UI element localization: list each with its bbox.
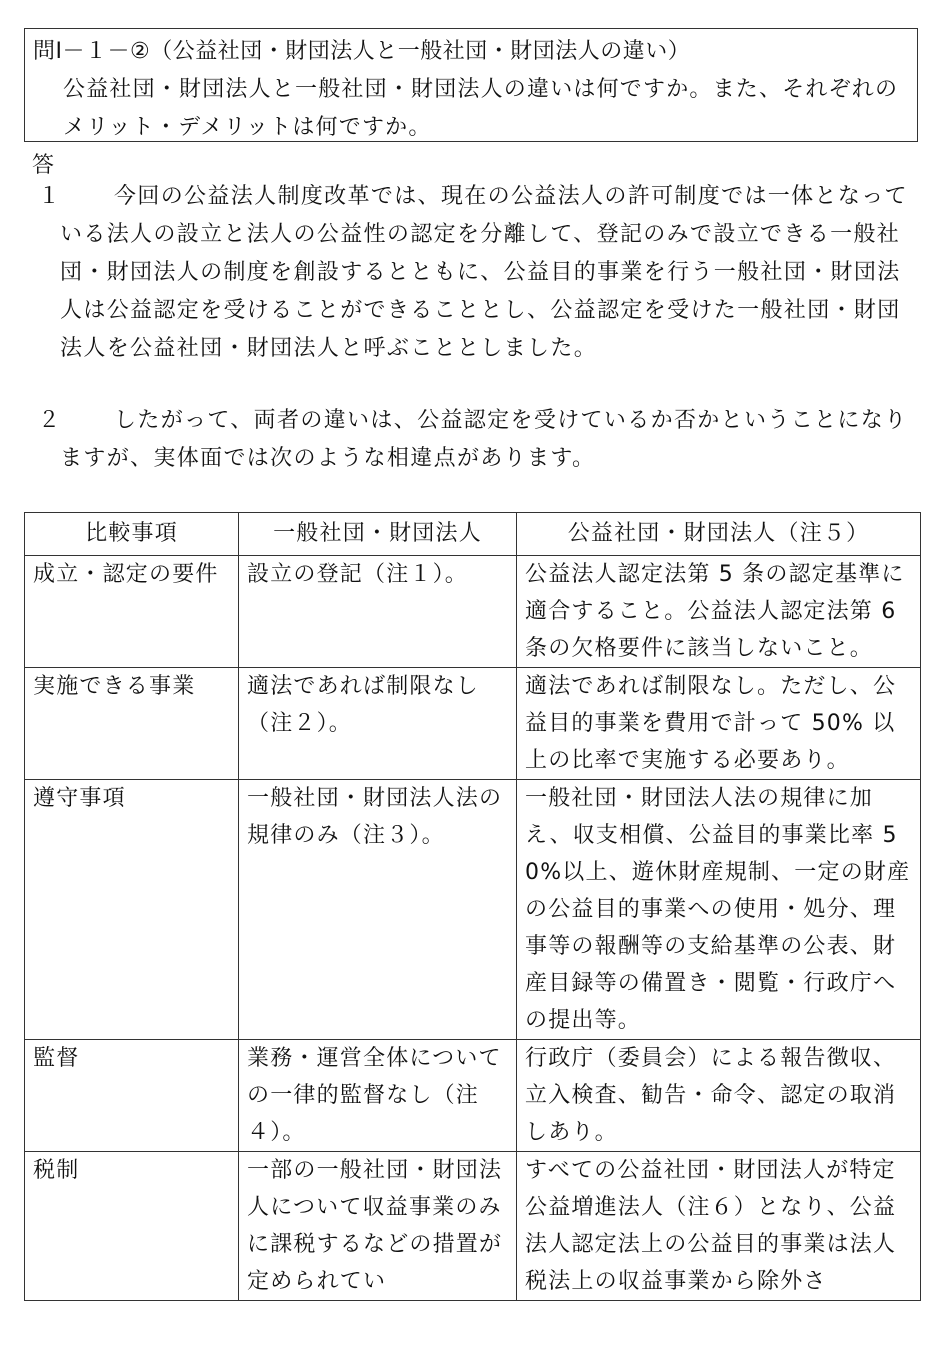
row-item: 遵守事項: [25, 780, 239, 1040]
header-public: 公益社団・財団法人（注５）: [517, 513, 921, 556]
row-public: 適法であれば制限なし。ただし、公益目的事業を費用で計って 50% 以上の比率で実施する必要あり。: [517, 668, 921, 780]
paragraph-text: 今回の公益法人制度改革では、現在の公益法人の許可制度では一体となっている法人の設立と法人の公益性の認定を分離して、登記のみで設立できる一般社団・財団法人の制度を創設するとともに、公益目的事業を行う一般社団・財団法人は公益認定を受けることができることとし、公益認定を受けた一般社団・財団法人を公益社団・財団法人と呼ぶこととしました。: [60, 184, 908, 361]
row-item: 成立・認定の要件: [25, 556, 239, 668]
answer-paragraph-2: [32, 402, 912, 478]
paragraph-number: ２: [38, 408, 62, 433]
table-header-row: [25, 513, 921, 556]
paragraph-number: １: [38, 184, 62, 209]
paragraph-text: したがって、両者の違いは、公益認定を受けているか否かということになりますが、実体面では次のような相違点があります。: [60, 408, 908, 471]
answer-label: 答: [32, 153, 55, 178]
header-item: 比較事項: [25, 513, 239, 556]
question-title: 問Ⅰ－１－②（公益社団・財団法人と一般社団・財団法人の違い）: [33, 39, 691, 64]
row-general: 一部の一般社団・財団法人について収益事業のみに課税するなどの措置が定められてい: [239, 1152, 517, 1301]
comparison-table: [24, 512, 921, 1301]
row-item: 監督: [25, 1040, 239, 1152]
row-item: 実施できる事業: [25, 668, 239, 780]
table-row: [25, 1152, 921, 1301]
table-row: [25, 1040, 921, 1152]
row-public: 公益法人認定法第 5 条の認定基準に適合すること。公益法人認定法第 6 条の欠格要件に該当しないこと。: [517, 556, 921, 668]
row-public: すべての公益社団・財団法人が特定公益増進法人（注６）となり、公益法人認定法上の公益目的事業は法人税法上の収益事業から除外さ: [517, 1152, 921, 1301]
table-row: [25, 556, 921, 668]
question-box: [24, 28, 918, 142]
header-general: 一般社団・財団法人: [239, 513, 517, 556]
question-body: 公益社団・財団法人と一般社団・財団法人の違いは何ですか。また、それぞれのメリット・デメリットは何ですか。: [63, 77, 899, 140]
row-general: 一般社団・財団法人法の規律のみ（注３）。: [239, 780, 517, 1040]
row-general: 適法であれば制限なし（注２）。: [239, 668, 517, 780]
table-row: [25, 668, 921, 780]
row-public: 行政庁（委員会）による報告徴収、立入検査、勧告・命令、認定の取消しあり。: [517, 1040, 921, 1152]
row-public: 一般社団・財団法人法の規律に加え、収支相償、公益目的事業比率 50%以上、遊休財産規制、一定の財産の公益目的事業への使用・処分、理事等の報酬等の支給基準の公表、財産目録等の備置き・閲覧・行政庁への提出等。: [517, 780, 921, 1040]
row-general: 業務・運営全体についての一律的監督なし（注４）。: [239, 1040, 517, 1152]
row-item: 税制: [25, 1152, 239, 1301]
answer-paragraph-1: [32, 178, 912, 368]
table-row: [25, 780, 921, 1040]
row-general: 設立の登記（注１）。: [239, 556, 517, 668]
